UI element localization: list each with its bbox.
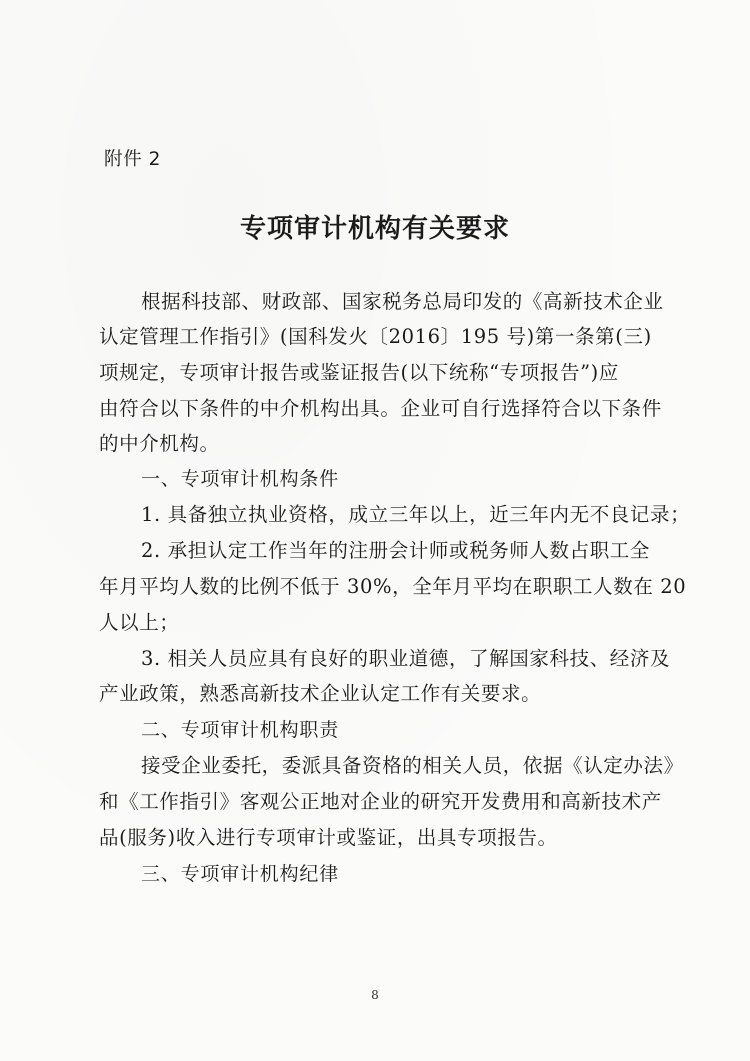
duties-line-2: 和《工作指引》客观公正地对企业的研究开发费用和高新技术产 (99, 790, 662, 813)
condition-item-2-line-3: 人以上； (99, 611, 180, 634)
section-heading-conditions: 一、专项审计机构条件 (141, 468, 340, 490)
condition-item-1: 1. 具备独立执业资格，成立三年以上，近三年内无不良记录； (141, 503, 691, 526)
intro-line-1: 根据科技部、财政部、国家税务总局印发的《高新技术企业 (141, 290, 664, 313)
condition-item-3-line-2: 产业政策，熟悉高新技术企业认定工作有关要求。 (99, 682, 542, 705)
intro-line-4: 由符合以下条件的中介机构出具。企业可自行选择符合以下条件 (99, 397, 662, 420)
duties-line-3: 品(服务)收入进行专项审计或鉴证，出具专项报告。 (99, 826, 558, 849)
section-heading-discipline: 三、专项审计机构纪律 (141, 863, 340, 885)
condition-item-2-line-2: 年月平均人数的比例不低于 30%，全年月平均在职职工人数在 20 (99, 575, 687, 598)
duties-line-1: 接受企业委托，委派具备资格的相关人员，依据《认定办法》 (141, 754, 684, 777)
intro-line-3: 项规定，专项审计报告或鉴证报告(以下统称“专项报告”)应 (99, 361, 619, 384)
condition-item-3-line-1: 3. 相关人员应具有良好的职业道德，了解国家科技、经济及 (141, 647, 671, 670)
condition-item-2-line-1: 2. 承担认定工作当年的注册会计师或税务师人数占职工全 (141, 539, 651, 562)
page-number: 8 (371, 988, 379, 1002)
intro-line-5: 的中介机构。 (99, 432, 220, 455)
section-heading-duties: 二、专项审计机构职责 (141, 719, 340, 741)
page-title: 专项审计机构有关要求 (239, 214, 510, 244)
attachment-label: 附件 2 (104, 149, 162, 170)
intro-line-2: 认定管理工作指引》(国科发火〔2016〕195 号)第一条第(三) (99, 325, 652, 348)
